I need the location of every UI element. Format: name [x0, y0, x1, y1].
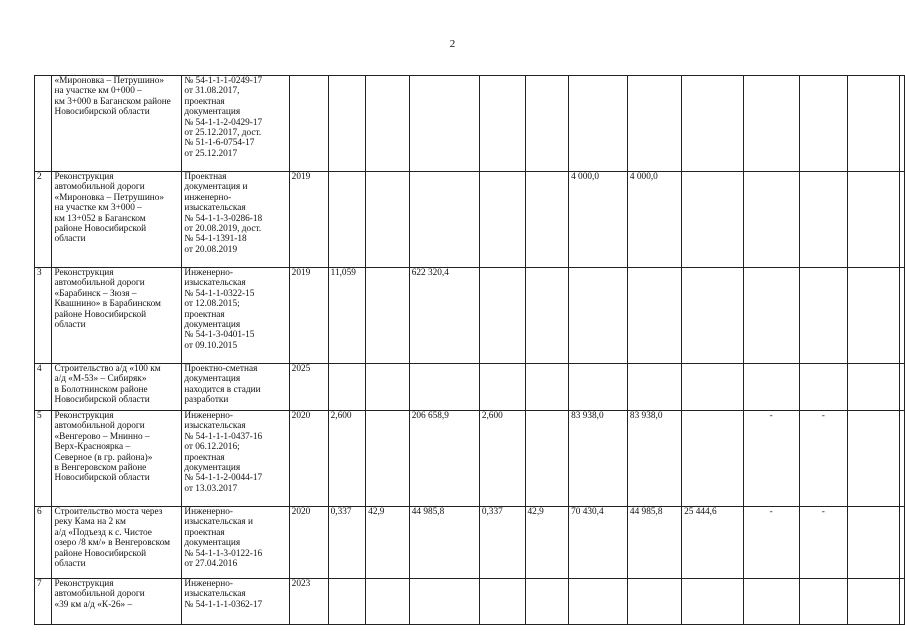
cell-value [743, 172, 799, 268]
cell-value [682, 76, 744, 172]
cell-value [682, 411, 744, 507]
cell-value [366, 172, 410, 268]
cell-doc: Проектно-сметная документация находится в стадии разработки [182, 364, 289, 411]
cell-value [682, 364, 744, 411]
cell-value [328, 579, 366, 625]
cell-value [847, 411, 899, 507]
cell-value [569, 268, 628, 364]
cell-value: 70 430,4 [569, 507, 628, 579]
cell-value [328, 76, 366, 172]
cell-value [799, 172, 847, 268]
cell-value [569, 579, 628, 625]
cell-value [328, 364, 366, 411]
cell-value: 4 000,0 [627, 172, 681, 268]
cell-name: Реконструкция автомобильной дороги «Барабинск – Зюзя – Квашнино» в Барабинском районе Новосибирской области [52, 268, 182, 364]
cell-value [627, 364, 681, 411]
cell-value [847, 268, 899, 364]
cell-doc: Инженерно- изыскательская и проектная документация № 54-1-1-3-0122-16 от 27.04.2016 [182, 507, 289, 579]
cell-value [409, 579, 479, 625]
cell-num: 5 [35, 411, 52, 507]
table-row [35, 507, 905, 579]
cell-value [847, 364, 899, 411]
cell-value: - [799, 411, 847, 507]
cell-doc: Проектная документация и инженерно- изыскательская № 54-1-1-3-0286-18 от 20.08.2019, дост. № 54-1-1391-18 от 20.08.2019 [182, 172, 289, 268]
cell-value: 2019 [289, 268, 328, 364]
cell-value [479, 579, 525, 625]
cell-value: 2019 [289, 172, 328, 268]
page-number: 2 [449, 38, 456, 50]
cell-doc: Инженерно- изыскательская № 54-1-1-1-0362-17 [182, 579, 289, 625]
cell-value [682, 268, 744, 364]
cell-value [900, 172, 905, 268]
cell-num: 6 [35, 507, 52, 579]
cell-value: 2,600 [479, 411, 525, 507]
cell-value [627, 76, 681, 172]
cell-value [682, 172, 744, 268]
cell-name: Реконструкция автомобильной дороги «Венгерово – Мнинно – Верх-Красноярка – Северное (в гр. района)» в Венгеровском районе Новосибирской области [52, 411, 182, 507]
table-row [35, 76, 905, 172]
cell-num: 7 [35, 579, 52, 625]
cell-value: 83 938,0 [569, 411, 628, 507]
cell-value [627, 579, 681, 625]
cell-value: 2023 [289, 579, 328, 625]
cell-name: Строительство моста через реку Кама на 2 км а/д «Подъезд к с. Чистое озеро /8 км/» в Венгеровском районе Новосибирской области [52, 507, 182, 579]
cell-value [525, 268, 569, 364]
cell-value [743, 268, 799, 364]
cell-value [847, 172, 899, 268]
cell-num: 3 [35, 268, 52, 364]
cell-value: - [799, 507, 847, 579]
cell-value: 25 444,6 [682, 507, 744, 579]
cell-name: Реконструкция автомобильной дороги «39 км а/д «К-26» – [52, 579, 182, 625]
cell-value [525, 411, 569, 507]
cell-value: 0,337 [479, 507, 525, 579]
cell-doc: № 54-1-1-1-0249-17 от 31.08.2017, проектная документация № 54-1-1-2-0429-17 от 25.12.2017, дост. № 51-1-6-0754-17 от 25.12.2017 [182, 76, 289, 172]
cell-value: 2020 [289, 411, 328, 507]
cell-name: Реконструкция автомобильной дороги «Мироновка – Петрушино» на участке км 3+000 – км 13+052 в Баганском районе Новосибирской области [52, 172, 182, 268]
cell-value: 42,9 [366, 507, 410, 579]
cell-value [289, 76, 328, 172]
cell-value [799, 579, 847, 625]
cell-value: 83 938,0 [627, 411, 681, 507]
cell-value [366, 579, 410, 625]
cell-doc: Инженерно- изыскательская № 54-1-1-0322-15 от 12.08.2015; проектная документация № 54-1-3-0401-15 от 09.10.2015 [182, 268, 289, 364]
cell-value [479, 268, 525, 364]
cell-value [409, 364, 479, 411]
cell-value [479, 364, 525, 411]
objects-table [34, 75, 905, 625]
cell-value: 206 658,9 [409, 411, 479, 507]
cell-value [409, 172, 479, 268]
cell-value [479, 76, 525, 172]
table-row [35, 364, 905, 411]
cell-value [799, 76, 847, 172]
cell-value: 2025 [289, 364, 328, 411]
cell-value [366, 76, 410, 172]
cell-value [366, 411, 410, 507]
cell-value [366, 364, 410, 411]
cell-value [627, 268, 681, 364]
cell-value [525, 172, 569, 268]
table-row [35, 172, 905, 268]
cell-num: 4 [35, 364, 52, 411]
cell-doc: Инженерно- изыскательская № 54-1-1-1-0437-16 от 06.12.2016; проектная документация № 54-1-1-2-0044-17 от 13.03.2017 [182, 411, 289, 507]
cell-num: 2 [35, 172, 52, 268]
cell-value [799, 268, 847, 364]
cell-value [847, 507, 899, 579]
cell-value: 0,337 [328, 507, 366, 579]
cell-value [525, 76, 569, 172]
cell-value [900, 411, 905, 507]
cell-num [35, 76, 52, 172]
cell-value: 42,9 [525, 507, 569, 579]
cell-value [900, 76, 905, 172]
cell-value [743, 364, 799, 411]
cell-value: - [743, 507, 799, 579]
table-row [35, 411, 905, 507]
cell-value [366, 268, 410, 364]
cell-value: 44 985,8 [409, 507, 479, 579]
cell-value [525, 364, 569, 411]
cell-value: 4 000,0 [569, 172, 628, 268]
cell-value [743, 76, 799, 172]
cell-value [682, 579, 744, 625]
cell-value [799, 364, 847, 411]
cell-value [900, 579, 905, 625]
cell-value: 2,600 [328, 411, 366, 507]
cell-value [525, 579, 569, 625]
cell-value [479, 172, 525, 268]
cell-name: Строительство а/д «100 км а/д «М-53» – Сибиряк» в Болотнинском районе Новосибирской области [52, 364, 182, 411]
cell-value [847, 579, 899, 625]
table-row [35, 579, 905, 625]
table-row [35, 268, 905, 364]
cell-value [900, 268, 905, 364]
cell-value [900, 364, 905, 411]
cell-value [569, 364, 628, 411]
cell-value [569, 76, 628, 172]
cell-value: 2020 [289, 507, 328, 579]
cell-value [847, 76, 899, 172]
cell-name: «Мироновка – Петрушино» на участке км 0+000 – км 3+000 в Баганском районе Новосибирской области [52, 76, 182, 172]
cell-value: 11,059 [328, 268, 366, 364]
cell-value [409, 76, 479, 172]
cell-value [743, 579, 799, 625]
cell-value: 622 320,4 [409, 268, 479, 364]
cell-value: 44 985,8 [627, 507, 681, 579]
cell-value [328, 172, 366, 268]
cell-value: - [743, 411, 799, 507]
cell-value [900, 507, 905, 579]
